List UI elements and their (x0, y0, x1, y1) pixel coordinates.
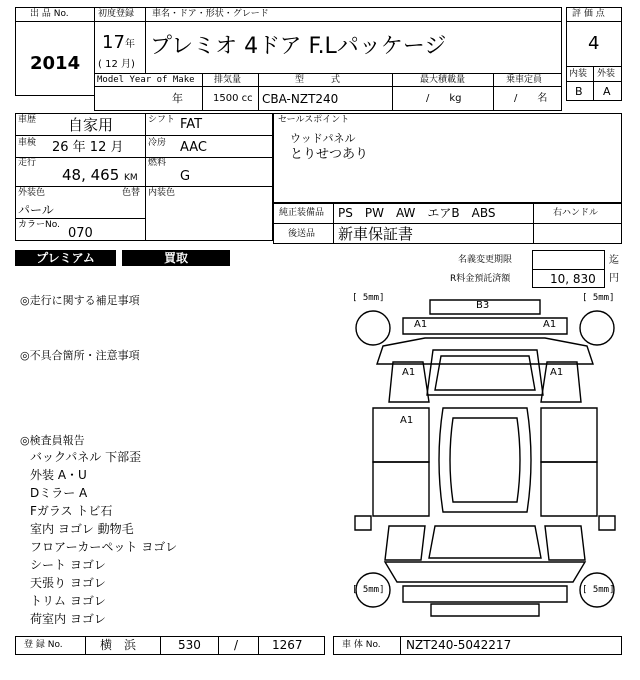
front-grille (431, 604, 539, 616)
damage-mark-a1: A1 (550, 367, 564, 378)
shift-value: FAT (180, 117, 203, 132)
inspector-item: 天張り ヨゴレ (30, 576, 106, 590)
recycle-fee-unit: 円 (609, 273, 619, 284)
after-items-label: 後送品 (288, 229, 316, 239)
front-left-fender (385, 526, 425, 560)
name-change-unit: 迄 (609, 255, 619, 266)
interior-grade: B (575, 85, 583, 98)
inspection-label: 車検 (18, 138, 37, 148)
inspection-value: 26 年 12 月 (52, 140, 124, 155)
name-change-box (532, 250, 605, 270)
score-label: 評 価 点 (572, 9, 605, 19)
model-year-label: Model Year of Make (97, 75, 195, 85)
cabin-outline (427, 350, 543, 395)
inspector-report-label: ◎検査員報告 (20, 434, 85, 447)
inspector-item: 荷室内 ヨゴレ (30, 612, 106, 626)
exterior-label: 外装 (597, 69, 616, 79)
fuel-label: 燃料 (148, 158, 167, 168)
corner-note-tl: [ 5mm] (352, 293, 385, 303)
car-name-label: 車名・ドア・形状・グレード (152, 9, 269, 19)
history-label: 車歴 (18, 115, 37, 125)
color-change-label: 色替 (122, 188, 141, 198)
max-load-label: 最大積載量 (420, 75, 466, 85)
int-color-label: 内装色 (148, 188, 176, 198)
shift-label: シフト (148, 115, 176, 125)
displacement-value: 1500 cc (213, 93, 253, 104)
lot-label: 出 品 No. (30, 9, 69, 19)
rear-right-wheel (580, 311, 614, 345)
reg-no-label: 登 録 No. (24, 640, 63, 650)
recycle-fee-label: R料金預託済額 (450, 274, 511, 284)
chassis-label: 車 体 No. (342, 640, 381, 650)
ac-value: AAC (180, 140, 207, 155)
interior-label: 内装 (569, 69, 588, 79)
model-code: CBA-NZT240 (262, 92, 339, 106)
front-right-fender (545, 526, 585, 560)
corner-note-bl: [ 5mm] (352, 585, 385, 595)
inspector-item: バックパネル 下部歪 (30, 450, 142, 464)
chassis-number: NZT240-5042217 (406, 638, 512, 652)
mileage-value: 48, 465 (62, 166, 120, 184)
capacity-label: 乗車定員 (506, 75, 543, 85)
exterior-grade: A (603, 85, 611, 98)
reg-class: 530 (178, 638, 201, 652)
model-year: 2014 (30, 53, 81, 74)
reg-year-number: 17 (102, 32, 125, 53)
model-type-label: 型 式 (295, 75, 341, 85)
sales-points-label: セールスポイント (278, 115, 350, 125)
corner-note-tr: [ 5mm] (582, 293, 615, 303)
reg-place: 横 浜 (100, 638, 137, 652)
ac-label: 冷房 (148, 138, 167, 148)
color-no-label: カラーNo. (18, 220, 60, 230)
std-equipment-value: PS PW AW エアB ABS (338, 206, 496, 220)
mileage-unit: KM (124, 173, 138, 183)
hood-outline (385, 562, 585, 582)
history-value: 自家用 (68, 116, 114, 134)
color-no-value: 070 (68, 226, 93, 241)
front-right-door (541, 462, 597, 516)
inspector-item: Dミラー A (30, 486, 88, 500)
reg-number: 1267 (272, 638, 303, 652)
reg-kana: / (234, 638, 239, 652)
inspector-item: Fガラス トビ石 (30, 504, 113, 518)
inspector-item: 外装 A・U (30, 468, 87, 482)
rear-body-outline (377, 338, 593, 364)
first-reg-label: 初度登録 (98, 9, 135, 19)
after-items-value: 新車保証書 (338, 225, 414, 243)
name-change-label: 名義変更期限 (458, 255, 513, 265)
front-bumper-outline (403, 586, 567, 602)
driving-notes-label: ◎走行に関する補足事項 (20, 294, 140, 307)
model-year-unit: 年 (172, 92, 183, 105)
defect-notes-label: ◎不具合箇所・注意事項 (20, 349, 140, 362)
recycle-fee-value: 10, 830 (550, 272, 596, 286)
sales-point-1: ウッドパネル (290, 132, 356, 145)
damage-mark-a1: A1 (400, 415, 414, 426)
inspector-item: 室内 ヨゴレ 動物毛 (30, 522, 134, 536)
damage-mark-a1: A1 (414, 319, 428, 330)
sales-point-2: とりせつあり (290, 147, 369, 162)
left-mirror (355, 516, 371, 530)
max-load-value: / kg (426, 93, 462, 104)
premium-tag: プレミアム (15, 250, 116, 266)
corner-note-br: [ 5mm] (582, 585, 615, 595)
std-equipment-label: 純正装備品 (279, 208, 325, 218)
inspector-item: シート ヨゴレ (30, 558, 106, 572)
windshield (429, 526, 541, 558)
inspector-item: フロアーカーペット ヨゴレ (30, 540, 178, 554)
steering-value: 右ハンドル (553, 208, 599, 218)
front-left-door (373, 462, 429, 516)
reg-year-unit: 年 (125, 39, 135, 50)
rear-right-door (541, 408, 597, 462)
inspector-item: トリム ヨゴレ (30, 594, 106, 608)
reg-month: ( 12 月) (98, 59, 135, 70)
rear-left-wheel (356, 311, 390, 345)
rear-window (435, 356, 535, 390)
damage-mark-b3: B3 (476, 300, 490, 311)
mileage-label: 走行 (18, 158, 37, 168)
overall-score: 4 (588, 33, 600, 54)
fuel-value: G (180, 169, 191, 184)
car-name: プレミオ 4ドア F.Lパッケージ (150, 34, 447, 59)
right-mirror (599, 516, 615, 530)
purchase-tag: 買取 (122, 250, 230, 266)
roof-inner (450, 418, 520, 502)
car-damage-diagram (345, 290, 625, 620)
ext-color-label: 外装色 (18, 188, 46, 198)
damage-mark-a1: A1 (543, 319, 557, 330)
ext-color-value: パール (18, 203, 54, 217)
displacement-label: 排気量 (214, 75, 242, 85)
capacity-value: / 名 (514, 93, 548, 104)
damage-mark-a1: A1 (402, 367, 416, 378)
